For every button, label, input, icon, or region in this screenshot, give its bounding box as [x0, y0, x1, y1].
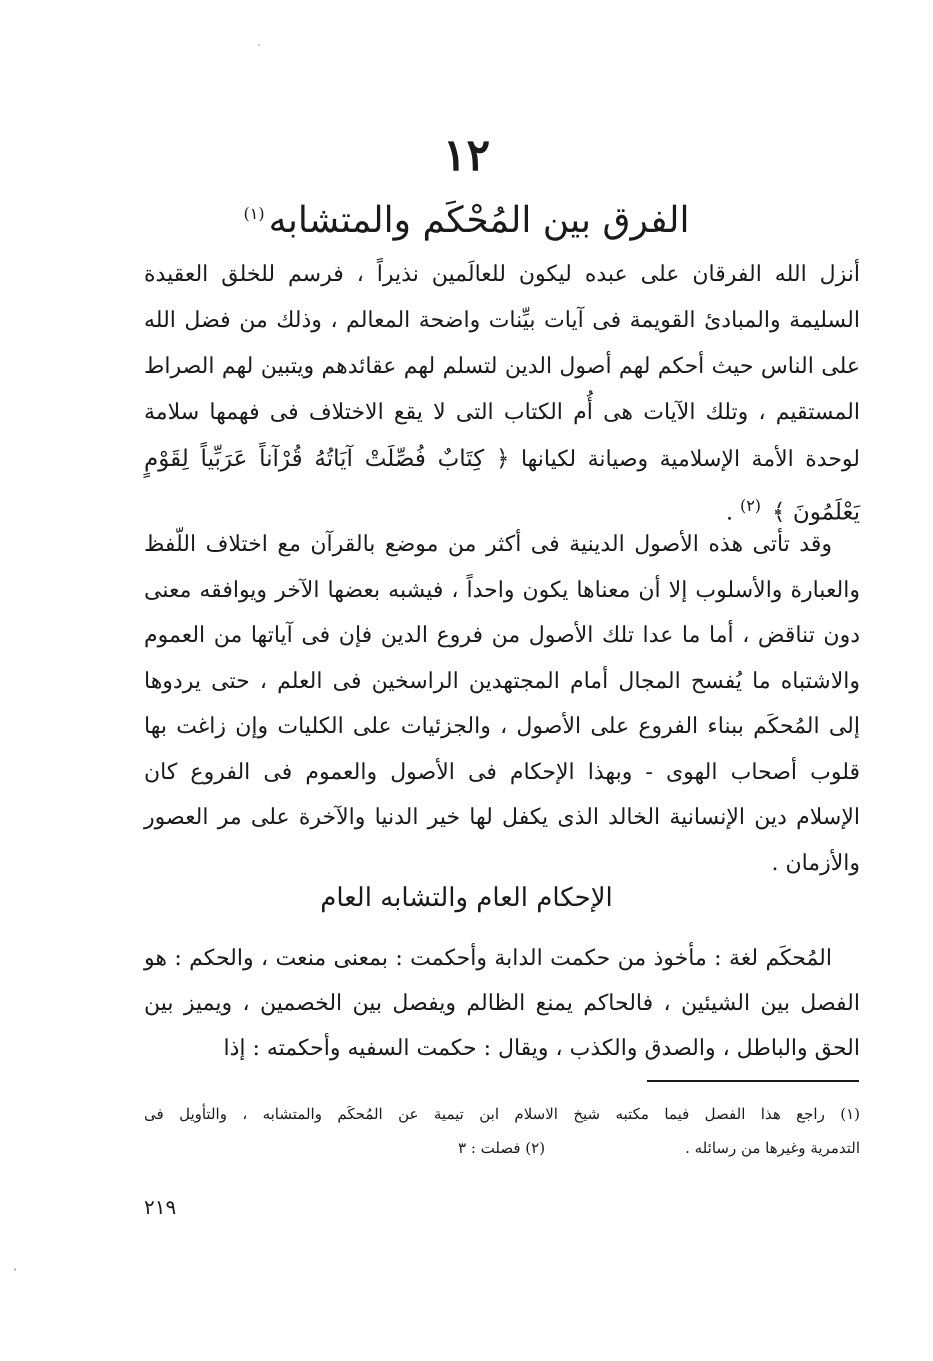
paragraph-intro [144, 252, 860, 536]
paragraph-principles-text: وقد تأتى هذه الأصول الدينية فى أكثر من موضع بالقرآن مع اختلاف اللّفظ والعبارة والأسلوب إلا أن معناها يكون واحداً ، فيشبه بعضها الآخر ويوافقه معنى دون تناقض ، أما ما عدا تلك الأصول من فروع الدين فإن فى آياتها من العموم والاشتباه ما يُفسح المجال أمام المجتهدين الراسخين فى العلم ، حتى يردوها إلى المُحكَم ببناء الفروع على الأصول ، والجزئيات على الكليات وإن زاغت بها قلوب أصحاب الهوى - وبهذا الإحكام فى الأصول والعموم فى الفروع كان الإسلام دين الإنسانية الخالد الذى يكفل لها خير الدنيا والآخرة على مر العصور والأزمان . [144, 532, 860, 876]
footnote-2: (٢) فصلت : ٣ [458, 1139, 546, 1157]
quran-verse: ﴿ كِتَابٌ فُصِّلَتْ آيَاتُهُ قُرْآناً عَرَبِّياً لِقَوْمٍ يَعْلَمُونَ ﴾ [144, 446, 860, 526]
verse-footnote-ref: (٢) [739, 496, 762, 515]
chapter-number: ١٢ [442, 130, 491, 181]
footnote-line-2 [144, 1131, 860, 1165]
scan-speck [14, 1268, 16, 1271]
paragraph-principles [144, 522, 860, 886]
chapter-title [120, 188, 813, 247]
footnote-1-line-1: (١) راجع هذا الفصل فيما مكتبه شيخ الاسلام ابن تيمية عن المُحكَم والمتشابه ، والتأويل فى [144, 1105, 860, 1123]
paragraph-intro-text: أنزل الله الفرقان على عبده ليكون للعالَمين نذيراً ، فرسم للخلق العقيدة السليمة والمبادئ القويمة فى آيات بيِّنات واضحة المعالم ، وذلك من فضل الله على الناس حيث أحكم لهم أصول الدين لتسلم لهم عقائدهم ويتبين لهم الصراط المستقيم ، وتلك الآيات هى أُم الكتاب التى لا يقع الاختلاف فى فهمها سلامة لوحدة الأمة الإسلامية وصيانة لكيانها [144, 262, 860, 472]
chapter-title-text: الفرق بين المُحْكَم والمتشابه [268, 200, 690, 241]
paragraph-definition-text: المُحكَم لغة : مأخوذ من حكمت الدابة وأحكمت : بمعنى منعت ، والحكم : هو الفصل بين الشيئين ، فالحاكم يمنع الظالم ويفصل بين الخصمين ، ويميز بين الحق والباطل ، والصدق والكذب ، ويقال : حكمت السفيه وأحكمته : إذا [144, 946, 860, 1061]
page-number: ٢١٩ [144, 1195, 177, 1219]
footnote-divider [647, 1080, 859, 1082]
paragraph-definition [144, 936, 860, 1071]
section-heading: الإحكام العام والتشابه العام [320, 883, 613, 913]
footnote-1-line-2: التدمرية وغيرها من رسائله . [685, 1139, 860, 1157]
scan-speck [258, 44, 260, 46]
footnotes [144, 1097, 860, 1165]
title-footnote-ref: (١) [243, 204, 265, 223]
paragraph-intro-end: . [725, 500, 733, 526]
